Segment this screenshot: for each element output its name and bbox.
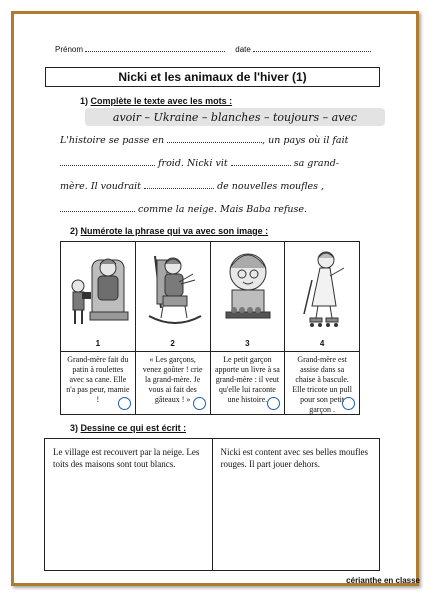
image-cell-4 <box>285 242 359 351</box>
caption-cell-1 <box>61 352 136 414</box>
caption-text: Grand-mère fait du patin à roulettes avec sa cane. Elle n'a pas peur, mamie ! <box>66 355 130 404</box>
caption-cell-2 <box>136 352 211 414</box>
drawing-prompt: Le village est recouvert par la neige. Les toits des maisons sont tout blancs. <box>53 447 200 469</box>
blank-5[interactable] <box>60 201 135 212</box>
blank-4[interactable] <box>144 178 214 189</box>
text-segment: sa grand- <box>293 158 340 169</box>
blank-2[interactable] <box>60 155 155 166</box>
text-segment: , un pays où il fait <box>262 135 349 146</box>
text-line-2 <box>60 152 370 175</box>
drawing-cell-2[interactable] <box>213 439 380 570</box>
blank-1[interactable] <box>167 132 262 143</box>
section-3-instruction: Dessine ce qui est écrit : <box>80 423 187 433</box>
caption-cell-4 <box>285 352 359 414</box>
caption-row <box>60 352 360 415</box>
answer-circle-4[interactable] <box>342 397 355 410</box>
drawing-prompt: Nicki est content avec ses belles moufles rouges. Il part jouer dehors. <box>220 447 368 469</box>
grandma-chair-boy-book-icon <box>66 246 130 332</box>
date-field[interactable] <box>253 51 371 52</box>
drawing-cell-1[interactable] <box>45 439 213 570</box>
caption-text: Le petit garçon apporte un livre à sa grand-mère : il veut qu'elle lui raconte une histoire. <box>214 355 280 404</box>
section-1-heading <box>80 96 232 106</box>
image-cell-3 <box>211 242 286 351</box>
caption-cell-3 <box>211 352 286 414</box>
image-row <box>60 241 360 352</box>
page-title: Nicki et les animaux de l'hiver (1) <box>45 67 380 87</box>
answer-circle-1[interactable] <box>118 397 131 410</box>
text-segment: comme la neige. Mais Baba refuse. <box>138 204 308 215</box>
text-segment: L'histoire se passe en <box>60 135 165 146</box>
section-3-heading <box>70 423 186 433</box>
caption-text: « Les garçons, venez goûter ! crie la grand-mère. Je vous ai fait des gâteaux ! » <box>142 355 203 404</box>
drawing-table <box>44 438 380 571</box>
image-cell-2 <box>136 242 211 351</box>
name-date-line <box>55 45 371 54</box>
word-bank: avoir – Ukraine – blanches – toujours – avec <box>85 108 385 126</box>
image-cell-1 <box>61 242 136 351</box>
image-number: 3 <box>245 339 250 348</box>
text-segment: mère. Il voudrait <box>60 181 141 192</box>
text-line-4 <box>60 198 370 221</box>
fill-in-text <box>60 129 370 221</box>
date-label: date <box>235 45 251 54</box>
section-3-number: 3) <box>70 423 79 433</box>
grandma-roller-skates-icon <box>290 246 354 332</box>
section-2-instruction: Numérote la phrase qui va avec son image : <box>80 226 269 236</box>
answer-circle-2[interactable] <box>193 397 206 410</box>
image-number: 2 <box>170 339 175 348</box>
section-1-instruction: Complète le texte avec les mots : <box>90 96 233 106</box>
grandma-cookies-tray-icon <box>216 246 280 332</box>
answer-circle-3[interactable] <box>267 397 280 410</box>
image-number: 1 <box>95 339 101 348</box>
blank-3[interactable] <box>231 155 291 166</box>
section-2-heading <box>70 226 268 236</box>
text-segment: froid. Nicki vit <box>158 158 228 169</box>
text-line-1 <box>60 129 370 152</box>
name-field[interactable] <box>85 51 225 52</box>
name-label: Prénom <box>55 45 84 54</box>
image-number: 4 <box>319 339 325 348</box>
section-1-number: 1) <box>80 96 89 106</box>
section-2-number: 2) <box>70 226 79 236</box>
caption-text: Grand-mère est assise dans sa chaise à bascule. Elle tricote un pull pour son petit garçon . <box>292 355 352 414</box>
grandma-rocking-chair-knitting-icon <box>141 246 205 332</box>
credit-text: cérianthe en classe <box>346 576 420 585</box>
text-segment: de nouvelles moufles , <box>217 181 325 192</box>
text-line-3 <box>60 175 370 198</box>
